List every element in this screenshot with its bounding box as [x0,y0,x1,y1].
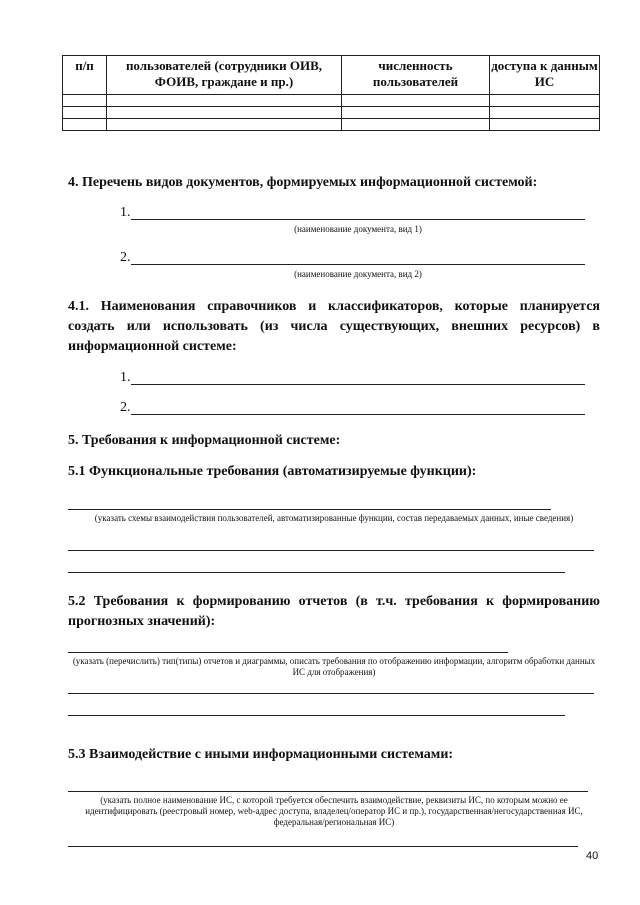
section-5-heading: 5. Требования к информационной системе: [68,433,341,448]
section-5-3-heading: 5.3 Взаимодействие с иными информационными системами: [68,747,454,762]
section-4-1-item-1-number: 1. [120,370,131,385]
table-row [63,107,600,119]
table-cell[interactable] [107,107,342,119]
section-5-1-field-1[interactable] [68,509,551,510]
table-header-row [63,56,600,95]
section-4-item-2-number: 2. [120,250,131,265]
section-5-3-caption: (указать полное наименование ИС, с которой требуется обеспечить взаимодействие, реквизиты ИС, по которым можно ее идентифицировать (реестровый номер, web-адрес доступа, владелец/оператор ИС и пр.), государственная/негосударственная ИС, федеральная/региональная ИС) [85,795,583,827]
table-cell[interactable] [342,95,490,107]
col-header-number: п/п [63,56,107,95]
table-cell[interactable] [107,95,342,107]
section-4-item-1-field[interactable] [131,219,585,220]
table-cell[interactable] [63,95,107,107]
table-cell[interactable] [342,119,490,131]
section-5-2-field-3[interactable] [68,715,565,716]
col-header-user-category: пользователей (сотрудники ОИВ, ФОИВ, граждане и пр.) [107,56,342,95]
section-5-2-field-1[interactable] [68,652,508,653]
section-5-1-field-3[interactable] [68,572,565,573]
section-4-1-item-2-number: 2. [120,400,131,415]
table-row [63,95,600,107]
table-cell[interactable] [63,107,107,119]
table-cell[interactable] [107,119,342,131]
section-5-2-heading: 5.2 Требования к формированию отчетов (в т.ч. требования к формированию прогнозных значений): [68,594,600,629]
section-4-item-2-field[interactable] [131,264,585,265]
table-cell[interactable] [490,119,600,131]
users-table [62,55,600,131]
col-header-user-count: численность пользователей [342,56,490,95]
section-5-2-field-2[interactable] [68,693,594,694]
table-cell[interactable] [63,119,107,131]
page-number: 40 [586,850,599,862]
section-4-1-item-1-field[interactable] [131,384,585,385]
section-4-item-1-number: 1. [120,205,131,220]
section-5-1-caption: (указать схемы взаимодействия пользователей, автоматизированные функции, состав передаваемых данных, иные сведения) [94,513,574,523]
section-4-heading: 4. Перечень видов документов, формируемых информационной системой: [68,175,538,190]
section-5-1-heading: 5.1 Функциональные требования (автоматизируемые функции): [68,464,477,479]
section-4-item-1-caption: (наименование документа, вид 1) [294,224,422,234]
section-5-1-field-2[interactable] [68,550,594,551]
table-cell[interactable] [342,107,490,119]
section-4-1-heading: 4.1. Наименования справочников и классификаторов, которые планируется создать или использовать (из числа существующих, внешних ресурсов) в информационной системе: [68,299,600,354]
table-row [63,119,600,131]
section-5-3-field-2[interactable] [68,846,578,847]
col-header-data-access: доступа к данным ИС [490,56,600,95]
section-5-3-field-1[interactable] [68,791,588,792]
section-5-2-caption: (указать (перечислить) тип(типы) отчетов и диаграммы, описать требования по отображению информации, алгоритм обработки данных ИС для отображения) [72,656,596,677]
table-cell[interactable] [490,107,600,119]
table-cell[interactable] [490,95,600,107]
section-4-1-item-2-field[interactable] [131,414,585,415]
section-4-item-2-caption: (наименование документа, вид 2) [294,269,422,279]
